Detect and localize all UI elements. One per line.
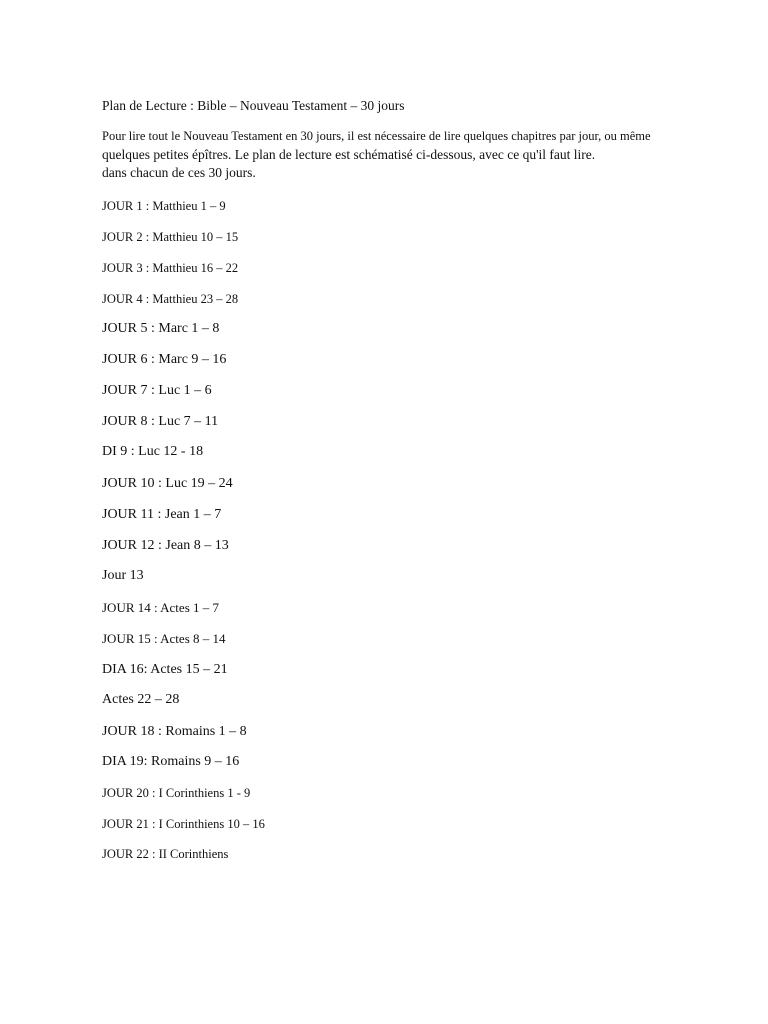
reading-day-21: JOUR 21 : I Corinthiens 10 – 16 [102, 817, 265, 831]
intro-line-2: quelques petites épîtres. Le plan de lecture est schématisé ci-dessous, avec ce qu'il faut lire. [102, 147, 596, 162]
reading-day-3: JOUR 3 : Matthieu 16 – 22 [102, 261, 239, 275]
reading-day-19: DIA 19: Romains 9 – 16 [102, 754, 240, 769]
reading-day-13: Jour 13 [102, 568, 144, 583]
intro-paragraph [102, 127, 702, 181]
reading-day-8: JOUR 8 : Luc 7 – 11 [102, 414, 219, 429]
reading-day-4: JOUR 4 : Matthieu 23 – 28 [102, 292, 239, 306]
reading-day-10: JOUR 10 : Luc 19 – 24 [102, 476, 233, 491]
reading-day-15: JOUR 15 : Actes 8 – 14 [102, 631, 226, 646]
reading-day-9: DI 9 : Luc 12 - 18 [102, 444, 204, 459]
reading-day-17: Actes 22 – 28 [102, 692, 180, 707]
reading-day-1: JOUR 1 : Matthieu 1 – 9 [102, 199, 226, 213]
reading-day-6: JOUR 6 : Marc 9 – 16 [102, 352, 227, 367]
reading-day-18: JOUR 18 : Romains 1 – 8 [102, 724, 247, 739]
intro-line-1: Pour lire tout le Nouveau Testament en 30 jours, il est nécessaire de lire quelques chapitres par jour, ou même [102, 129, 651, 143]
reading-day-11: JOUR 11 : Jean 1 – 7 [102, 507, 222, 522]
reading-day-16: DIA 16: Actes 15 – 21 [102, 662, 228, 677]
reading-day-5: JOUR 5 : Marc 1 – 8 [102, 321, 220, 336]
reading-day-22: JOUR 22 : II Corinthiens [102, 847, 229, 861]
reading-day-14: JOUR 14 : Actes 1 – 7 [102, 600, 219, 615]
reading-day-7: JOUR 7 : Luc 1 – 6 [102, 383, 212, 398]
document-title: Plan de Lecture : Bible – Nouveau Testament – 30 jours [102, 98, 405, 113]
intro-line-3: dans chacun de ces 30 jours. [102, 165, 256, 180]
reading-day-20: JOUR 20 : I Corinthiens 1 - 9 [102, 786, 251, 800]
reading-day-2: JOUR 2 : Matthieu 10 – 15 [102, 230, 239, 244]
reading-day-12: JOUR 12 : Jean 8 – 13 [102, 538, 229, 553]
